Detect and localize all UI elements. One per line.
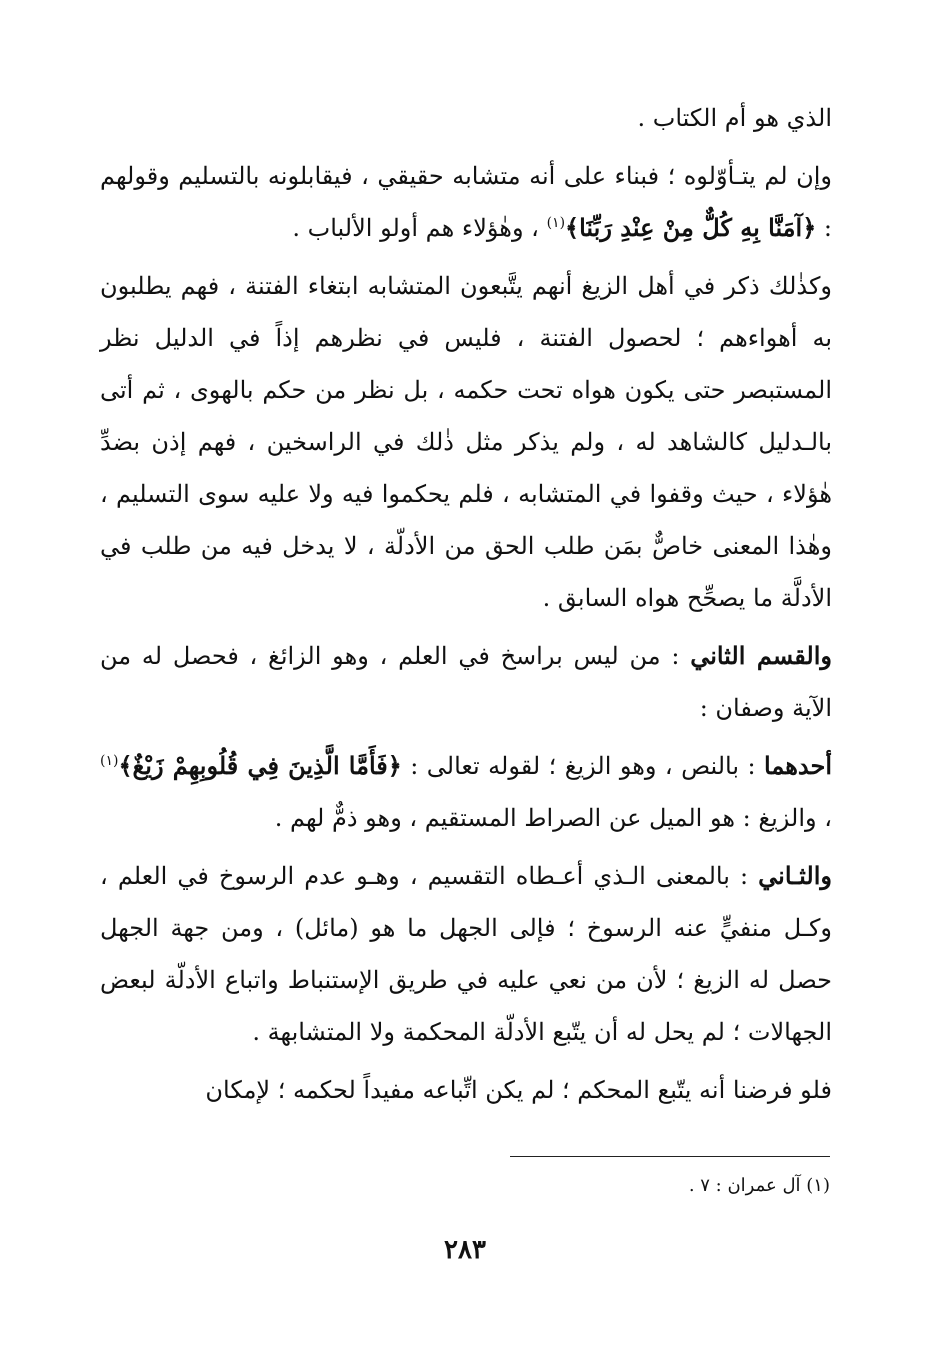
paragraph-5-after: ، والزيغ : هو الميل عن الصراط المستقيم ، وهو ذمٌّ لهم .: [274, 804, 832, 832]
paragraph-3: [100, 260, 832, 624]
page-number: ٢٨٣: [444, 1235, 486, 1265]
paragraph-2: [100, 150, 832, 254]
quran-verse-1: ﴿آمَنَّا بِهِ كُلٌّ مِنْ عِنْدِ رَبِّنَا﴾: [565, 213, 817, 242]
quran-verse-2: ﴿فَأَمَّا الَّذِينَ فِي قُلُوبِهِمْ زَيْغٌ﴾: [118, 751, 402, 780]
footnote-ref-1[interactable]: (١): [546, 215, 566, 231]
paragraph-3-text: وكذٰلك ذكر في أهل الزيغ أنهم يتَّبعون المتشابه ابتغاء الفتنة ، فهم يطلبون به أهواءهم ؛ لحصول الفتنة ، فليس في نظرهم إذاً في الدليل نظر المستبصر حتى يكون هواه تحت حكمه ، بل نظر من حكم بالهوى ، ثم أتى بالـدليل كالشاهد له ، ولم يذكر مثل ذٰلك في الراسخين ، فهم إذن بضدِّ هٰؤلاء ، حيث وقفوا في المتشابه ، فلم يحكموا فيه ولا عليه سوى التسليم ، وهٰذا المعنى خاصٌّ بمَن طلب الحق من الأدلّة ، لا يدخل فيه من طلب في الأدلَّة ما يصحِّح هواه السابق .: [100, 272, 832, 612]
paragraph-7: [100, 1064, 832, 1116]
paragraph-4-text: : من ليس براسخ في العلم ، وهو الزائغ ، فحصل له من الآية وصفان :: [100, 642, 832, 722]
section-heading-second-part: والقسم الثاني: [690, 641, 832, 670]
footnote: (١) آل عمران : ٧ .: [688, 1175, 830, 1196]
paragraph-5: [100, 740, 832, 844]
section-heading-first-trait: أحدهما: [764, 751, 832, 780]
paragraph-2-text: وإن لم يتـأوّلوه ؛ فبناء على أنه متشابه حقيقي ، فيقابلونه بالتسليم وقولهم :: [100, 162, 832, 242]
paragraph-6-text: : بالمعنى الـذي أعـطاه التقسيم ، وهـو عدم الرسوخ في العلم ، وكـل منفيٍّ عنه الرسوخ ؛ فإلى الجهل ما هو (مائل) ، ومن جهة الجهل حصل له الزيغ ؛ لأن من نعي عليه في طريق الإستنباط واتباع الأدلّة لبعض الجهالات ؛ لم يحل له أن يتّبع الأدلّة المحكمة ولا المتشابهة .: [100, 862, 832, 1046]
paragraph-6: [100, 850, 832, 1058]
paragraph-4: [100, 630, 832, 734]
paragraph-1: [100, 92, 832, 144]
paragraph-5-text: : بالنص ، وهو الزيغ ؛ لقوله تعالى :: [401, 752, 756, 780]
section-heading-second-trait: والثـاني: [758, 861, 832, 890]
paragraph-2-after: ، وهٰؤلاء هم أولو الألباب .: [292, 214, 539, 242]
page-body: [100, 92, 832, 1116]
footnote-ref-2[interactable]: (١): [100, 753, 119, 769]
paragraph-1-text: الذي هو أم الكتاب .: [637, 104, 832, 132]
paragraph-7-text: فلو فرضنا أنه يتّبع المحكم ؛ لم يكن اتِّباعه مفيداً لحكمه ؛ لإمكان: [205, 1076, 832, 1104]
footnote-divider: [510, 1156, 830, 1157]
